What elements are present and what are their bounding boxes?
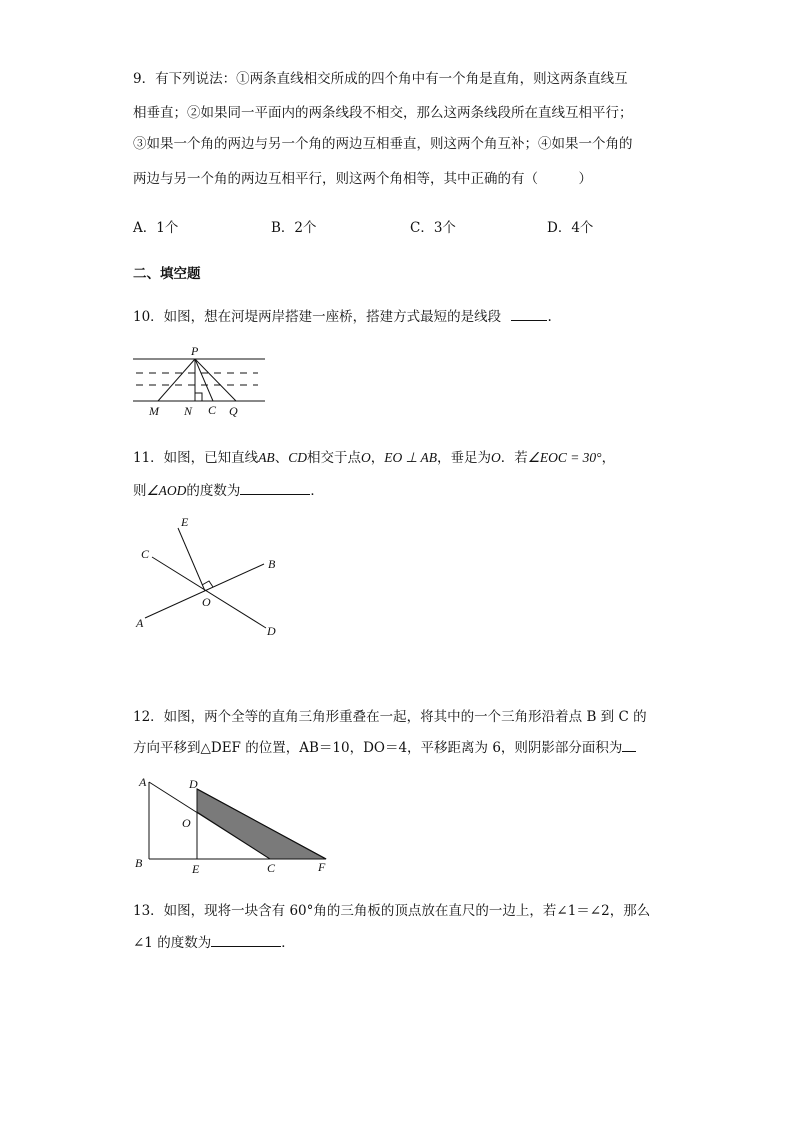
q11-line-2 bbox=[133, 479, 324, 499]
label-c: C bbox=[208, 403, 217, 417]
label-a: A bbox=[136, 616, 144, 630]
section-heading-fill-in: 二、填空题 bbox=[133, 266, 201, 282]
label-a: A bbox=[139, 775, 147, 789]
q11-end: ． bbox=[310, 483, 324, 499]
label-c: C bbox=[267, 861, 276, 875]
q9-line-3: ③如果一个角的两边与另一个角的两边互相垂直，则这两个角互补；④如果一个角的 bbox=[133, 136, 633, 152]
q12-line-1: 12．如图，两个全等的直角三角形重叠在一起，将其中的一个三角形沿着点 B 到 C 的 bbox=[133, 709, 647, 725]
q13-line-1: 13．如图，现将一块含有 60°角的三角板的顶点放在直尺的一边上，若∠1＝∠2，那么 bbox=[133, 903, 651, 919]
line-cd bbox=[152, 557, 266, 628]
q11-cd: CD bbox=[288, 450, 307, 465]
label-b: B bbox=[135, 856, 143, 870]
q12-line-2 bbox=[133, 736, 636, 756]
label-m: M bbox=[149, 404, 159, 418]
right-angle-mark-eo bbox=[202, 581, 213, 587]
label-f: F bbox=[318, 860, 326, 874]
q10-river-figure bbox=[128, 340, 273, 422]
q11-o2: O bbox=[490, 450, 501, 465]
q9-option-a: A．1个 bbox=[133, 220, 179, 236]
q11-sep: 、 bbox=[274, 450, 289, 466]
q9-line-4: 两边与另一个角的两边互相平行，则这两个角相等，其中正确的有（ ） bbox=[133, 171, 592, 187]
q9-option-c: C．3个 bbox=[410, 220, 456, 236]
label-b: B bbox=[268, 557, 276, 571]
label-c: C bbox=[141, 547, 150, 561]
q12-text: 方向平移到△DEF 的位置，AB＝10，DO＝4，平移距离为 6，则阴影部分面积为 bbox=[133, 740, 623, 756]
q13-end: ． bbox=[281, 935, 295, 951]
q9-line-2: 相垂直；②如果同一平面内的两条线段不相交，那么这两条线段所在直线互相平行； bbox=[133, 105, 633, 121]
label-d: D bbox=[189, 777, 198, 791]
q9-line-1: 9．有下列说法：①两条直线相交所成的四个角中有一个角是直角，则这两条直线互 bbox=[133, 71, 628, 87]
q10-text bbox=[133, 305, 552, 325]
segment-pc bbox=[195, 359, 213, 401]
q12-answer-blank bbox=[622, 737, 636, 752]
label-d: D bbox=[267, 624, 276, 638]
label-e: E bbox=[192, 862, 200, 876]
q11-text-c: ，垂足为 bbox=[436, 450, 491, 466]
q11-text-d: ．若 bbox=[500, 450, 528, 466]
q9-option-d: D．4个 bbox=[547, 220, 594, 236]
q11-text-g: 的度数为 bbox=[186, 483, 241, 499]
label-n: N bbox=[184, 404, 193, 418]
label-q: Q bbox=[229, 404, 238, 418]
right-angle-mark bbox=[195, 393, 202, 401]
q10-question: 10．如图，想在河堤两岸搭建一座桥，搭建方式最短的是线段 bbox=[133, 309, 502, 325]
q12-figure bbox=[130, 770, 340, 878]
q13-text: ∠1 的度数为 bbox=[133, 935, 212, 951]
q11-o: O bbox=[360, 450, 371, 465]
label-e: E bbox=[181, 515, 189, 529]
q11-text-a: 11．如图，已知直线 bbox=[133, 450, 259, 466]
label-p: P bbox=[191, 344, 199, 358]
q11-line-1 bbox=[133, 446, 615, 466]
q10-answer-blank bbox=[511, 306, 547, 321]
q11-figure bbox=[130, 510, 290, 640]
q11-text-e: ， bbox=[601, 450, 616, 466]
q13-line-2 bbox=[133, 931, 295, 951]
segment-pq bbox=[195, 359, 236, 401]
q11-angle: ∠AOD bbox=[146, 483, 187, 498]
q11-perp: EO ⊥ AB bbox=[384, 450, 437, 465]
q11-text-f: 则 bbox=[133, 483, 147, 499]
q9-option-b: B．2个 bbox=[271, 220, 317, 236]
q11-ab: AB bbox=[258, 450, 275, 465]
q10-end: . bbox=[547, 309, 552, 325]
q11-answer-blank bbox=[240, 480, 310, 495]
label-o: O bbox=[182, 816, 191, 830]
q11-text-b: 相交于点 bbox=[306, 450, 361, 466]
q11-comma: ， bbox=[370, 450, 385, 466]
label-o: O bbox=[202, 595, 211, 609]
segment-pm bbox=[158, 359, 195, 401]
q11-condition: ∠EOC = 30° bbox=[527, 450, 602, 465]
q13-answer-blank bbox=[211, 932, 281, 947]
